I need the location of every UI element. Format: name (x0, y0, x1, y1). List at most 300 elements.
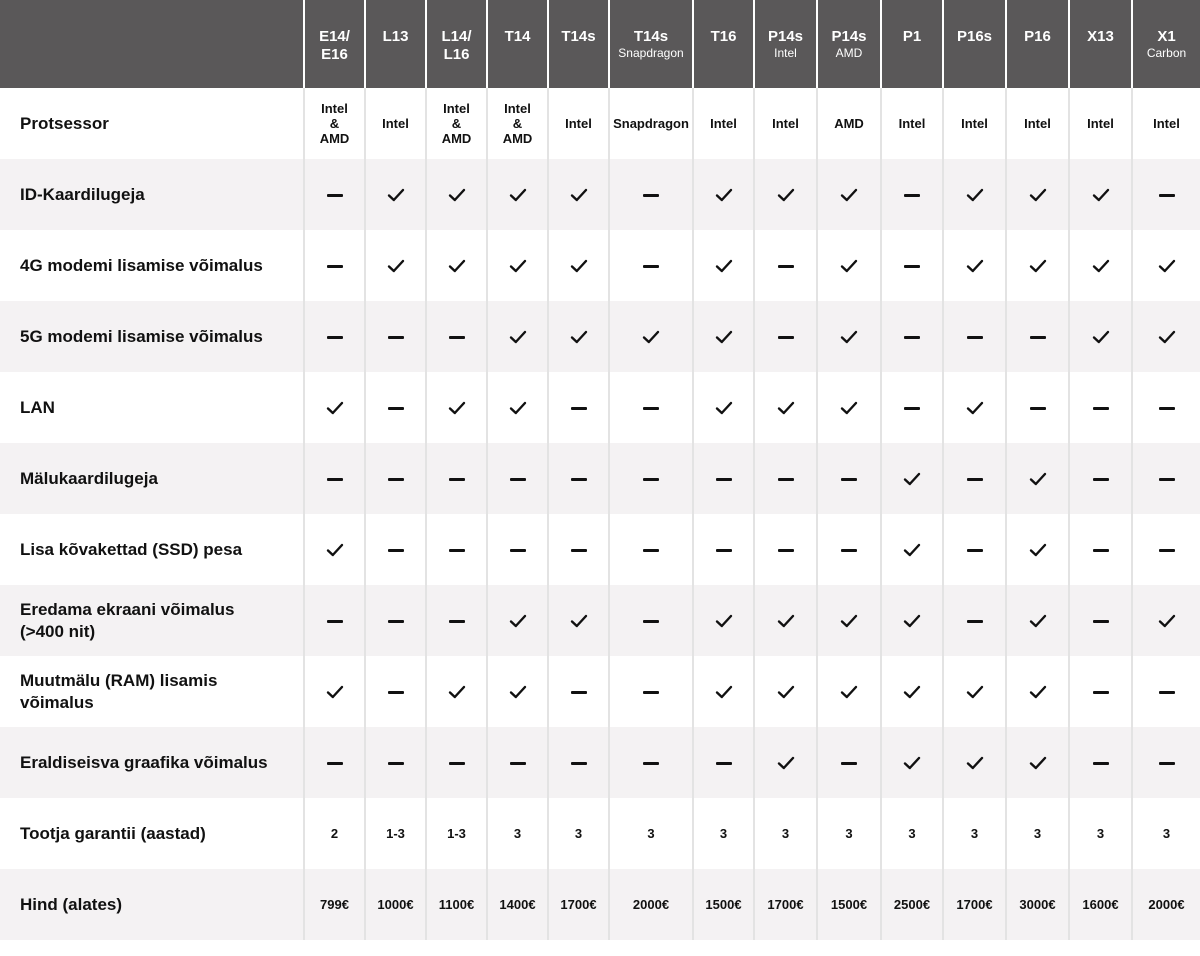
table-cell (881, 656, 943, 727)
table-cell (426, 585, 487, 656)
check-icon (777, 685, 795, 699)
check-icon (387, 188, 405, 202)
dash-icon (643, 194, 659, 197)
table-cell (426, 514, 487, 585)
column-header-name: T14 (504, 28, 531, 45)
check-icon (715, 401, 733, 415)
table-cell (943, 159, 1006, 230)
header-corner (0, 0, 304, 88)
table-cell (1132, 656, 1200, 727)
dash-icon (643, 478, 659, 481)
check-icon (509, 685, 527, 699)
table-cell (1069, 585, 1132, 656)
cell-value: 1700€ (956, 897, 993, 912)
dash-icon (1159, 478, 1175, 481)
cell-value: 3 (719, 826, 728, 841)
table-cell (365, 514, 426, 585)
table-cell (365, 869, 426, 940)
column-header-name: L14/ L16 (441, 28, 472, 63)
table-cell (1069, 230, 1132, 301)
table-cell (548, 656, 609, 727)
table-cell (304, 372, 365, 443)
table-cell (817, 88, 881, 159)
check-icon (715, 330, 733, 344)
table-cell (548, 869, 609, 940)
check-icon (326, 543, 344, 557)
table-cell (426, 159, 487, 230)
dash-icon (778, 549, 794, 552)
dash-icon (1030, 336, 1046, 339)
cell-value: 1500€ (830, 897, 868, 912)
dash-icon (510, 478, 526, 481)
table-cell (487, 301, 548, 372)
table-cell (548, 88, 609, 159)
column-header-name: T16 (710, 28, 737, 45)
table-cell (365, 301, 426, 372)
cell-value: 3 (1162, 826, 1171, 841)
check-icon (1029, 472, 1047, 486)
cell-value: 3 (781, 826, 790, 841)
check-icon (840, 259, 858, 273)
dash-icon (1159, 762, 1175, 765)
table-cell (426, 656, 487, 727)
table-cell (817, 656, 881, 727)
cell-value: 3 (574, 826, 583, 841)
row-label: Hind (alates) (0, 869, 304, 940)
check-icon (1029, 543, 1047, 557)
table-cell (693, 88, 754, 159)
table-cell (426, 372, 487, 443)
dash-icon (967, 336, 983, 339)
table-cell (943, 301, 1006, 372)
table-cell (487, 727, 548, 798)
table-cell (304, 798, 365, 869)
dash-icon (643, 549, 659, 552)
table-cell (754, 585, 817, 656)
table-cell (304, 869, 365, 940)
dash-icon (388, 691, 404, 694)
table-cell (304, 230, 365, 301)
table-cell (1069, 301, 1132, 372)
cell-value: Intel (382, 116, 409, 131)
cell-value: Snapdragon (613, 116, 689, 131)
check-icon (1029, 259, 1047, 273)
cell-value: Intel (1087, 116, 1114, 131)
table-body (0, 88, 1200, 940)
table-cell (881, 585, 943, 656)
column-header-name: X13 (1087, 28, 1114, 45)
table-cell (609, 656, 693, 727)
cell-value: 3 (970, 826, 979, 841)
table-cell (881, 727, 943, 798)
dash-icon (1093, 407, 1109, 410)
dash-icon (510, 549, 526, 552)
table-cell (817, 230, 881, 301)
row-label: Eraldiseisva graafika võimalus (0, 727, 304, 798)
check-icon (1029, 756, 1047, 770)
dash-icon (1159, 407, 1175, 410)
cell-value: 2500€ (893, 897, 931, 912)
table-cell (1132, 88, 1200, 159)
table-cell (693, 727, 754, 798)
table-cell (943, 514, 1006, 585)
check-icon (777, 401, 795, 415)
dash-icon (449, 478, 465, 481)
dash-icon (1093, 478, 1109, 481)
table-cell (548, 301, 609, 372)
column-header-name: P14s (767, 28, 804, 45)
cell-value: Intel (898, 116, 926, 131)
table-cell (609, 514, 693, 585)
table-cell (943, 798, 1006, 869)
cell-value: 3000€ (1019, 897, 1056, 912)
table-cell (881, 443, 943, 514)
dash-icon (967, 478, 983, 481)
table-cell (548, 230, 609, 301)
table-cell (304, 443, 365, 514)
table-cell (365, 230, 426, 301)
column-header-name: P1 (902, 28, 922, 45)
table-cell (609, 443, 693, 514)
dash-icon (571, 549, 587, 552)
dash-icon (571, 478, 587, 481)
table-cell (609, 372, 693, 443)
table-row (0, 443, 1200, 514)
table-cell (1132, 443, 1200, 514)
table-cell (487, 372, 548, 443)
table-cell (943, 372, 1006, 443)
dash-icon (571, 407, 587, 410)
check-icon (777, 614, 795, 628)
cell-value: 1700€ (767, 897, 804, 912)
column-header (1006, 0, 1069, 88)
table-cell (426, 230, 487, 301)
table-cell (693, 656, 754, 727)
table-cell (817, 301, 881, 372)
table-cell (881, 869, 943, 940)
table-cell (426, 443, 487, 514)
dash-icon (1093, 620, 1109, 623)
dash-icon (327, 194, 343, 197)
row-label: 5G modemi lisamise võimalus (0, 301, 304, 372)
dash-icon (967, 549, 983, 552)
table-cell (1006, 514, 1069, 585)
column-header-sub: Intel (774, 46, 797, 60)
table-cell (609, 727, 693, 798)
table-cell (817, 159, 881, 230)
table-cell (304, 656, 365, 727)
check-icon (1029, 614, 1047, 628)
cell-value: Intel & AMD (319, 101, 350, 146)
table-cell (1132, 372, 1200, 443)
check-icon (715, 259, 733, 273)
table-cell (609, 798, 693, 869)
cell-value: 1000€ (377, 897, 414, 912)
check-icon (715, 614, 733, 628)
table-cell (881, 514, 943, 585)
check-icon (777, 188, 795, 202)
dash-icon (1093, 549, 1109, 552)
dash-icon (904, 407, 920, 410)
table-cell (609, 88, 693, 159)
cell-value: 1700€ (560, 897, 597, 912)
table-cell (1006, 443, 1069, 514)
dash-icon (1030, 407, 1046, 410)
column-header (943, 0, 1006, 88)
check-icon (840, 685, 858, 699)
table-cell (817, 585, 881, 656)
table-cell (548, 585, 609, 656)
cell-value: Intel (1153, 116, 1180, 131)
row-label: Lisa kõvakettad (SSD) pesa (0, 514, 304, 585)
table-cell (487, 514, 548, 585)
check-icon (570, 259, 588, 273)
dash-icon (388, 620, 404, 623)
table-cell (548, 372, 609, 443)
check-icon (570, 188, 588, 202)
table-cell (548, 514, 609, 585)
cell-value: 3 (513, 826, 522, 841)
table-cell (1006, 656, 1069, 727)
check-icon (1158, 259, 1176, 273)
dash-icon (388, 478, 404, 481)
table-cell (609, 159, 693, 230)
check-icon (840, 614, 858, 628)
table-cell (304, 88, 365, 159)
column-header-sub: Snapdragon (618, 46, 684, 60)
column-header (693, 0, 754, 88)
column-header (548, 0, 609, 88)
column-header (609, 0, 693, 88)
table-cell (1069, 372, 1132, 443)
dash-icon (449, 336, 465, 339)
table-cell (754, 727, 817, 798)
column-header-name: P16s (956, 28, 993, 45)
dash-icon (904, 194, 920, 197)
table-cell (881, 372, 943, 443)
header-row (0, 0, 1200, 88)
table-cell (754, 230, 817, 301)
cell-value: Intel (1024, 116, 1051, 131)
cell-value: 1500€ (705, 897, 742, 912)
check-icon (387, 259, 405, 273)
row-label: 4G modemi lisamise võimalus (0, 230, 304, 301)
cell-value: Intel (772, 116, 799, 131)
table-cell (693, 514, 754, 585)
check-icon (1092, 259, 1110, 273)
column-header (817, 0, 881, 88)
dash-icon (778, 478, 794, 481)
table-cell (943, 88, 1006, 159)
dash-icon (778, 336, 794, 339)
dash-icon (449, 620, 465, 623)
dash-icon (643, 762, 659, 765)
dash-icon (1159, 194, 1175, 197)
dash-icon (388, 407, 404, 410)
table-cell (487, 869, 548, 940)
table-cell (943, 727, 1006, 798)
cell-value: 799€ (320, 897, 349, 912)
cell-value: 1-3 (386, 826, 405, 841)
table-cell (1006, 869, 1069, 940)
check-icon (840, 188, 858, 202)
table-cell (943, 230, 1006, 301)
table-cell (1132, 798, 1200, 869)
table-cell (487, 159, 548, 230)
cell-value: 3 (908, 826, 916, 841)
cell-value: 1600€ (1082, 897, 1119, 912)
table-row (0, 88, 1200, 159)
table-cell (1132, 514, 1200, 585)
row-label: ID-Kaardilugeja (0, 159, 304, 230)
table-cell (693, 443, 754, 514)
cell-value: Intel & AMD (441, 101, 472, 146)
table-cell (754, 798, 817, 869)
dash-icon (967, 620, 983, 623)
table-row (0, 727, 1200, 798)
table-cell (426, 727, 487, 798)
table-cell (548, 443, 609, 514)
check-icon (903, 472, 921, 486)
table-cell (1132, 727, 1200, 798)
check-icon (509, 188, 527, 202)
table-cell (817, 443, 881, 514)
table-cell (817, 869, 881, 940)
check-icon (326, 685, 344, 699)
table-row (0, 656, 1200, 727)
table-cell (365, 372, 426, 443)
column-header (365, 0, 426, 88)
column-header-name: E14/ E16 (319, 28, 350, 63)
check-icon (715, 188, 733, 202)
table-cell (754, 88, 817, 159)
dash-icon (841, 478, 857, 481)
dash-icon (571, 691, 587, 694)
cell-value: 3 (1033, 826, 1042, 841)
table-cell (426, 88, 487, 159)
table-cell (304, 514, 365, 585)
table-cell (487, 585, 548, 656)
column-header-name: T14s (561, 28, 596, 45)
check-icon (966, 756, 984, 770)
table-cell (693, 159, 754, 230)
check-icon (966, 685, 984, 699)
table-cell (881, 159, 943, 230)
table-cell (693, 301, 754, 372)
check-icon (966, 188, 984, 202)
dash-icon (327, 478, 343, 481)
table-cell (754, 514, 817, 585)
check-icon (1092, 330, 1110, 344)
check-icon (570, 614, 588, 628)
check-icon (903, 685, 921, 699)
table-cell (817, 514, 881, 585)
table-cell (1006, 301, 1069, 372)
table-cell (487, 88, 548, 159)
cell-value: Intel (565, 116, 592, 131)
table-cell (817, 798, 881, 869)
table-cell (1069, 514, 1132, 585)
table-cell (365, 159, 426, 230)
table-row (0, 585, 1200, 656)
table-cell (487, 656, 548, 727)
table-cell (1069, 443, 1132, 514)
column-header (304, 0, 365, 88)
dash-icon (388, 762, 404, 765)
table-cell (943, 869, 1006, 940)
table-cell (1132, 301, 1200, 372)
row-label: Tootja garantii (aastad) (0, 798, 304, 869)
table-cell (817, 727, 881, 798)
dash-icon (1159, 549, 1175, 552)
row-label: LAN (0, 372, 304, 443)
check-icon (509, 330, 527, 344)
check-icon (326, 401, 344, 415)
table-cell (365, 585, 426, 656)
dash-icon (327, 265, 343, 268)
table-cell (754, 656, 817, 727)
check-icon (903, 543, 921, 557)
dash-icon (388, 549, 404, 552)
column-header-name: T14s (633, 28, 669, 45)
dash-icon (327, 336, 343, 339)
column-header (487, 0, 548, 88)
check-icon (1092, 188, 1110, 202)
table-cell (365, 727, 426, 798)
row-label: Muutmälu (RAM) lisamis võimalus (0, 656, 304, 727)
table-cell (426, 798, 487, 869)
table-row (0, 301, 1200, 372)
dash-icon (904, 265, 920, 268)
table-cell (1069, 869, 1132, 940)
table-cell (1069, 727, 1132, 798)
table-cell (1069, 798, 1132, 869)
cell-value: AMD (834, 116, 864, 131)
table-cell (693, 585, 754, 656)
dash-icon (904, 336, 920, 339)
check-icon (840, 330, 858, 344)
table-cell (426, 301, 487, 372)
column-header (426, 0, 487, 88)
table-cell (943, 656, 1006, 727)
table-cell (609, 301, 693, 372)
table-cell (487, 443, 548, 514)
check-icon (715, 685, 733, 699)
cell-value: 1100€ (438, 897, 475, 912)
table-row (0, 869, 1200, 940)
table-cell (754, 443, 817, 514)
table-cell (881, 88, 943, 159)
table-cell (1132, 585, 1200, 656)
dash-icon (716, 549, 732, 552)
table-cell (548, 798, 609, 869)
dash-icon (643, 620, 659, 623)
column-header-name: X1 (1157, 28, 1176, 45)
table-cell (943, 585, 1006, 656)
dash-icon (510, 762, 526, 765)
column-header (754, 0, 817, 88)
column-header-name: L13 (382, 28, 409, 45)
dash-icon (449, 762, 465, 765)
check-icon (509, 401, 527, 415)
table-cell (693, 798, 754, 869)
cell-value: 2000€ (632, 897, 670, 912)
check-icon (509, 614, 527, 628)
table-cell (1069, 159, 1132, 230)
dash-icon (1159, 691, 1175, 694)
check-icon (448, 685, 466, 699)
table-row (0, 230, 1200, 301)
